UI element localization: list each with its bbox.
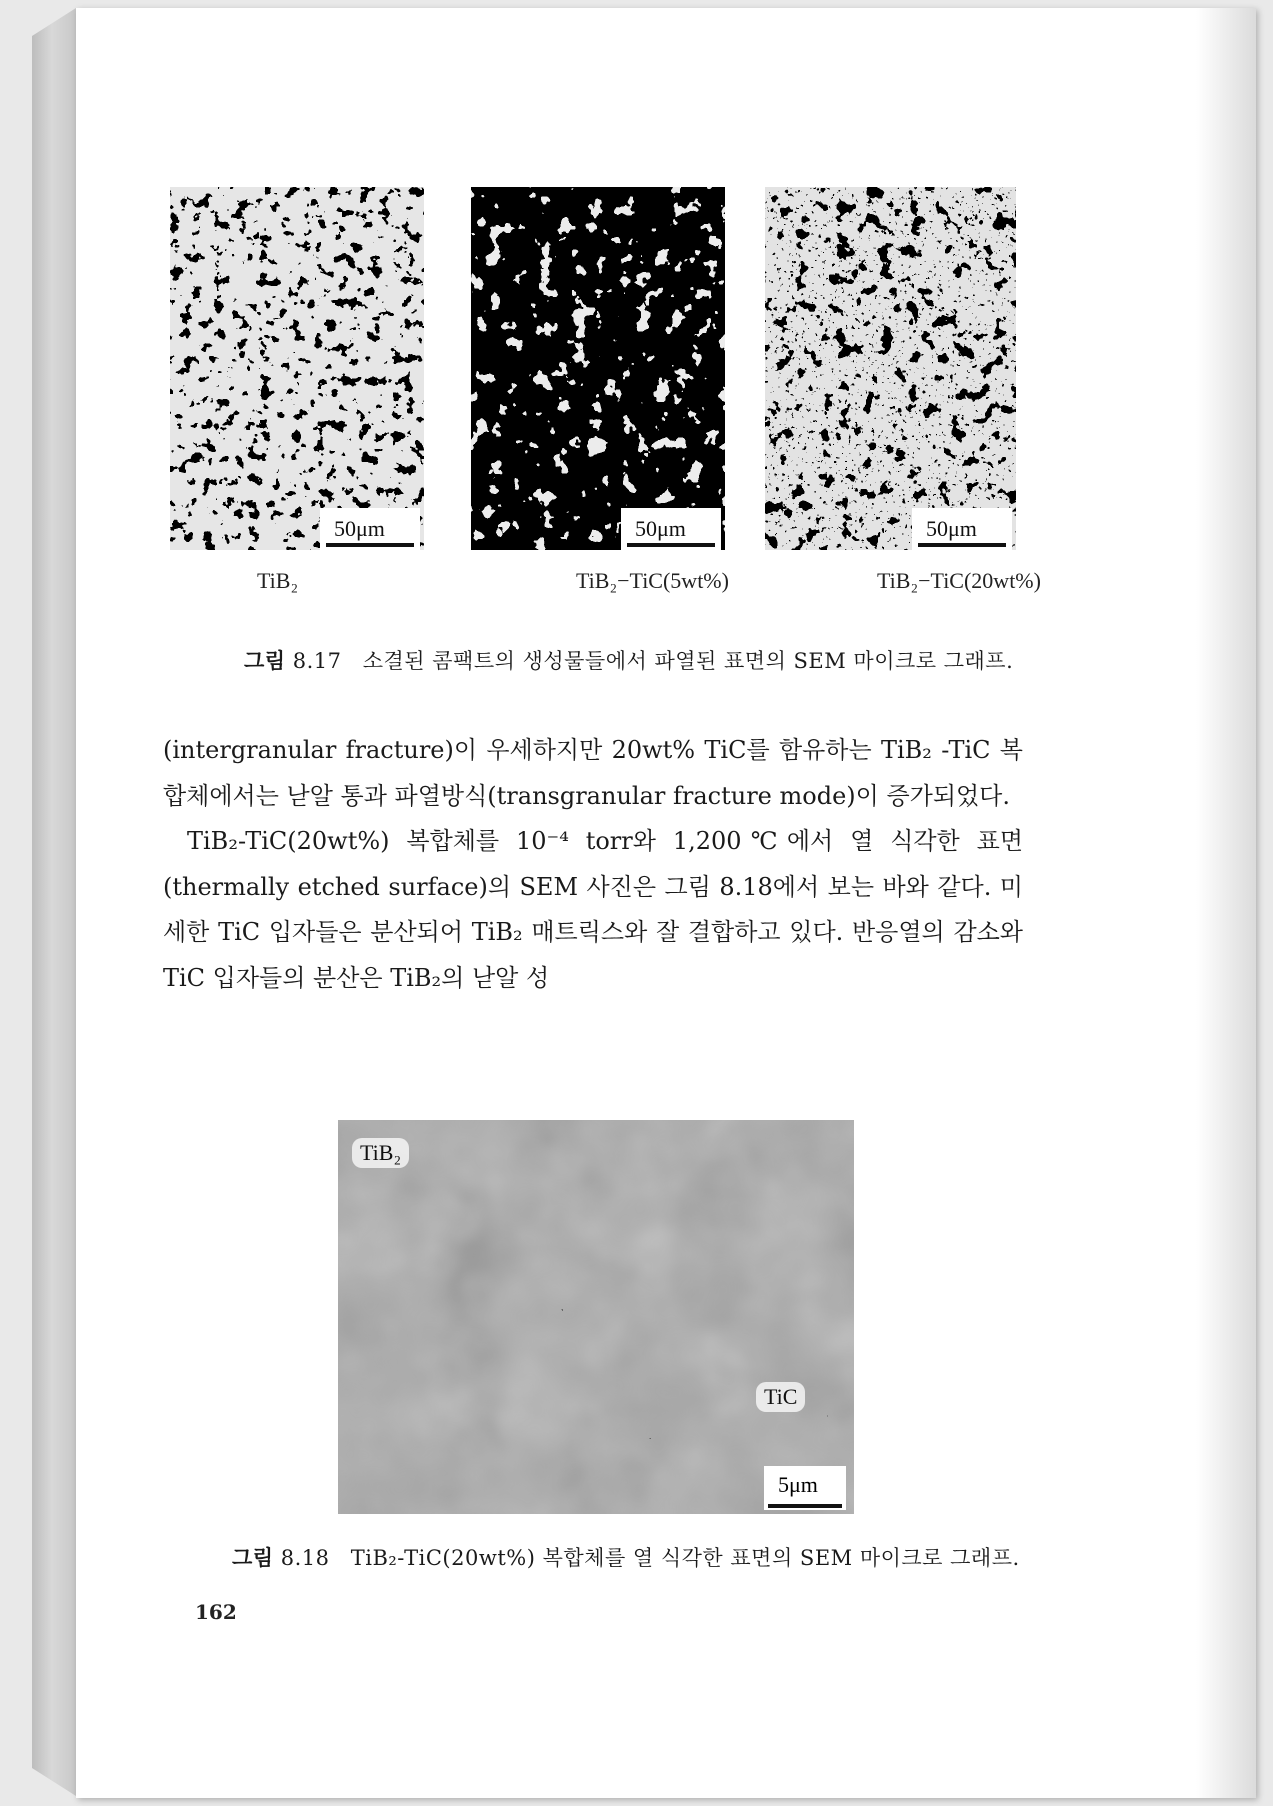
scale-label: 50μm — [334, 516, 385, 541]
scale-bar — [320, 508, 420, 550]
sem-texture-tib2-tic-20wt — [765, 187, 1016, 550]
caption-text: TiB₂-TiC(20wt%) 복합체를 열 식각한 표면의 SEM 마이크로 그래프. — [350, 1546, 1020, 1570]
body-paragraph-2: TiB₂-TiC(20wt%) 복합체를 10⁻⁴ torr와 1,200℃에서 열 식각한 표면(thermally etched surface)의 SEM 사진은 그림 8.18에서 보는 바와 같다. 미세한 TiC 입자들은 분산되어 TiB₂ 매트릭스와 잘 결합하고 있다. 반응열의 감소와 TiC 입자들의 분산은 TiB₂의 낟알 성 — [163, 827, 1023, 992]
book-spine — [32, 8, 76, 1796]
sem-image-tib2-tic-5wt — [471, 187, 725, 550]
scale-label: 50μm — [926, 516, 977, 541]
scale-bar — [621, 508, 721, 550]
caption-number: 8.18 — [280, 1546, 330, 1570]
figure-8-17-caption — [244, 645, 1013, 675]
figure-8-18-image — [338, 1120, 854, 1514]
page-number: 162 — [195, 1600, 237, 1624]
sem-texture-tib2 — [170, 187, 424, 550]
figure-8-17 — [170, 187, 1100, 593]
sem-image-tib2 — [170, 187, 424, 550]
caption-number: 8.17 — [292, 649, 342, 673]
sem-texture-etched — [338, 1120, 854, 1514]
scale-line — [768, 1504, 842, 1508]
label-tib2: TiB₂ — [352, 1138, 409, 1168]
panel-label-tib2: TiB₂ — [257, 568, 299, 593]
body-paragraph-1: (intergranular fracture)이 우세하지만 20wt% TiC를 함유하는 TiB₂ -TiC 복합체에서는 낟알 통과 파열방식(transgranular fracture mode)이 증가되었다. — [163, 736, 1023, 810]
caption-prefix: 그림 — [244, 648, 286, 673]
scale-bar — [912, 508, 1012, 550]
scale-line — [627, 543, 715, 547]
body-text — [163, 728, 1023, 1001]
scale-label: 5μm — [778, 1472, 818, 1497]
sem-image-tib2-tic-20wt — [765, 187, 1016, 550]
label-tic: TiC — [756, 1382, 805, 1412]
scale-line — [918, 543, 1006, 547]
caption-prefix: 그림 — [232, 1545, 274, 1570]
figure-8-18-caption — [232, 1542, 1020, 1572]
scale-bar — [764, 1466, 846, 1510]
caption-text: 소결된 콤팩트의 생성물들에서 파열된 표면의 SEM 마이크로 그래프. — [362, 649, 1014, 673]
panel-label-tib2-tic-5wt: TiB₂−TiC(5wt%) — [576, 568, 729, 593]
page-edge-shadow — [1196, 8, 1256, 1798]
scale-label: 50μm — [635, 516, 686, 541]
panel-label-tib2-tic-20wt: TiB₂−TiC(20wt%) — [877, 568, 1041, 593]
scale-line — [326, 543, 414, 547]
sem-texture-tib2-tic-5wt — [471, 187, 725, 550]
